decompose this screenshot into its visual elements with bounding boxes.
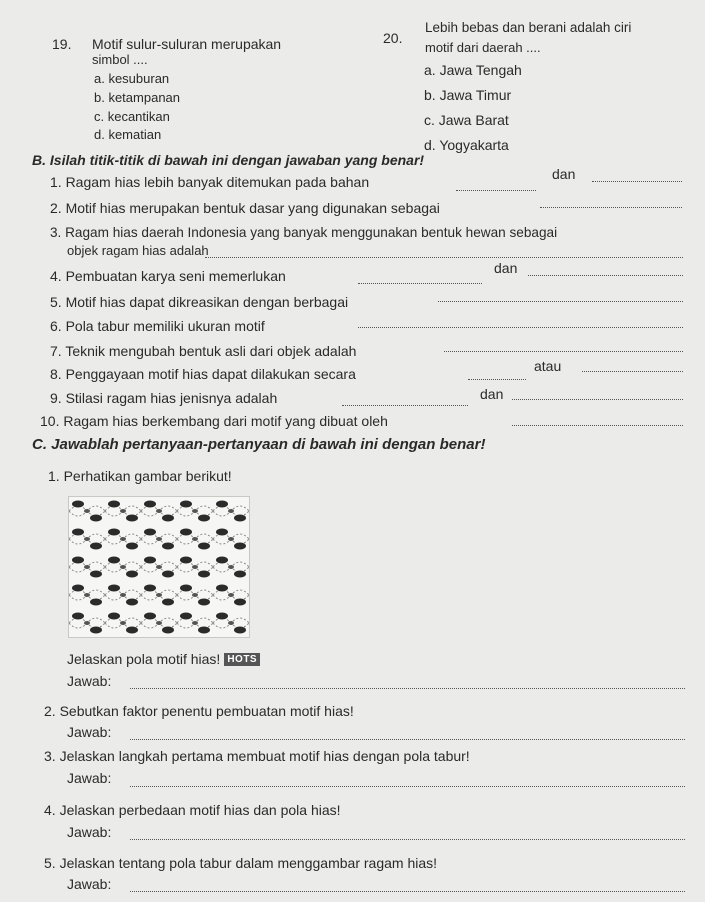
q19-number: 19. (52, 36, 72, 52)
b-item-10: 10. Ragam hias berkembang dari motif yang dibuat oleh (40, 413, 388, 429)
q20-option-b: b. Jawa Timur (424, 87, 512, 103)
b-blank-4a[interactable] (358, 282, 482, 284)
b-item-5: 5. Motif hias dapat dikreasikan dengan berbagai (50, 294, 349, 310)
q19-option-b: b. ketampanan (94, 90, 181, 105)
b-blank-9a[interactable] (342, 404, 468, 406)
b-item-9: 9. Stilasi ragam hias jenisnya adalah (50, 390, 278, 406)
c-q1-caption-text: Jelaskan pola motif hias! (67, 651, 221, 667)
b-blank-3[interactable] (205, 256, 683, 258)
q20-option-d: d. Yogyakarta (424, 137, 509, 153)
b-item-3: 3. Ragam hias daerah Indonesia yang banyak menggunakan bentuk hewan sebagai (50, 225, 558, 240)
q20-option-c: c. Jawa Barat (424, 112, 509, 128)
q20-stem-line1: Lebih bebas dan berani adalah ciri (425, 20, 632, 35)
b-item-1: 1. Ragam hias lebih banyak ditemukan pada bahan (50, 174, 370, 190)
q19-stem-line2: simbol .... (92, 52, 148, 67)
c-q1-caption (67, 651, 260, 667)
motif-pattern-image (68, 496, 250, 638)
b-item-4-conj: dan (494, 260, 518, 276)
b-blank-7[interactable] (444, 350, 683, 352)
c-q1-answer-line[interactable] (130, 687, 685, 689)
motif-pattern-svg (69, 497, 249, 637)
q19-option-a: a. kesuburan (94, 71, 170, 86)
c-q5-answer-label: Jawab: (67, 876, 112, 892)
q19-stem-line1: Motif sulur-suluran merupakan (92, 36, 282, 52)
b-item-4: 4. Pembuatan karya seni memerlukan (50, 268, 286, 284)
b-item-7: 7. Teknik mengubah bentuk asli dari objek adalah (50, 343, 357, 359)
b-blank-6[interactable] (358, 326, 683, 328)
b-blank-1a[interactable] (456, 189, 536, 191)
q19-option-c: c. kecantikan (94, 109, 170, 124)
b-item-3-line2: objek ragam hias adalah (67, 243, 209, 258)
c-q4-answer-label: Jawab: (67, 824, 112, 840)
section-c-heading: C. Jawablah pertanyaan-pertanyaan di bawah ini dengan benar! (32, 436, 486, 453)
c-q3-answer-line[interactable] (130, 785, 685, 787)
b-item-8: 8. Penggayaan motif hias dapat dilakukan secara (50, 366, 356, 382)
b-blank-9b[interactable] (512, 398, 683, 400)
c-q2-answer-label: Jawab: (67, 724, 112, 740)
q20-stem-line2: motif dari daerah .... (425, 40, 541, 55)
b-item-1-conj: dan (552, 166, 576, 182)
b-blank-8a[interactable] (468, 378, 526, 380)
b-item-9-conj: dan (480, 386, 504, 402)
c-q1-answer-label: Jawab: (67, 673, 112, 689)
section-b-heading: B. Isilah titik-titik di bawah ini dengan jawaban yang benar! (32, 152, 425, 168)
hots-badge: HOTS (224, 653, 260, 666)
c-q5-answer-line[interactable] (130, 890, 685, 892)
b-item-8-conj: atau (534, 358, 562, 374)
c-q4-text: 4. Jelaskan perbedaan motif hias dan pola hias! (44, 802, 341, 818)
b-item-2: 2. Motif hias merupakan bentuk dasar yang digunakan sebagai (50, 200, 440, 216)
c-q4-answer-line[interactable] (130, 838, 685, 840)
c-q2-answer-line[interactable] (130, 738, 685, 740)
c-q3-answer-label: Jawab: (67, 770, 112, 786)
c-q5-text: 5. Jelaskan tentang pola tabur dalam menggambar ragam hias! (44, 855, 438, 871)
c-q2-text: 2. Sebutkan faktor penentu pembuatan motif hias! (44, 703, 354, 719)
q19-option-d: d. kematian (94, 127, 162, 142)
c-q3-text: 3. Jelaskan langkah pertama membuat motif hias dengan pola tabur! (44, 748, 470, 764)
b-blank-4b[interactable] (528, 274, 683, 276)
c-q1-text: 1. Perhatikan gambar berikut! (48, 468, 232, 484)
b-blank-10[interactable] (512, 424, 683, 426)
b-item-6: 6. Pola tabur memiliki ukuran motif (50, 318, 265, 334)
q20-option-a: a. Jawa Tengah (424, 62, 522, 78)
b-blank-5[interactable] (438, 300, 683, 302)
b-blank-2[interactable] (540, 206, 682, 208)
q20-number: 20. (383, 30, 403, 46)
b-blank-8b[interactable] (582, 370, 683, 372)
b-blank-1b[interactable] (592, 180, 682, 182)
